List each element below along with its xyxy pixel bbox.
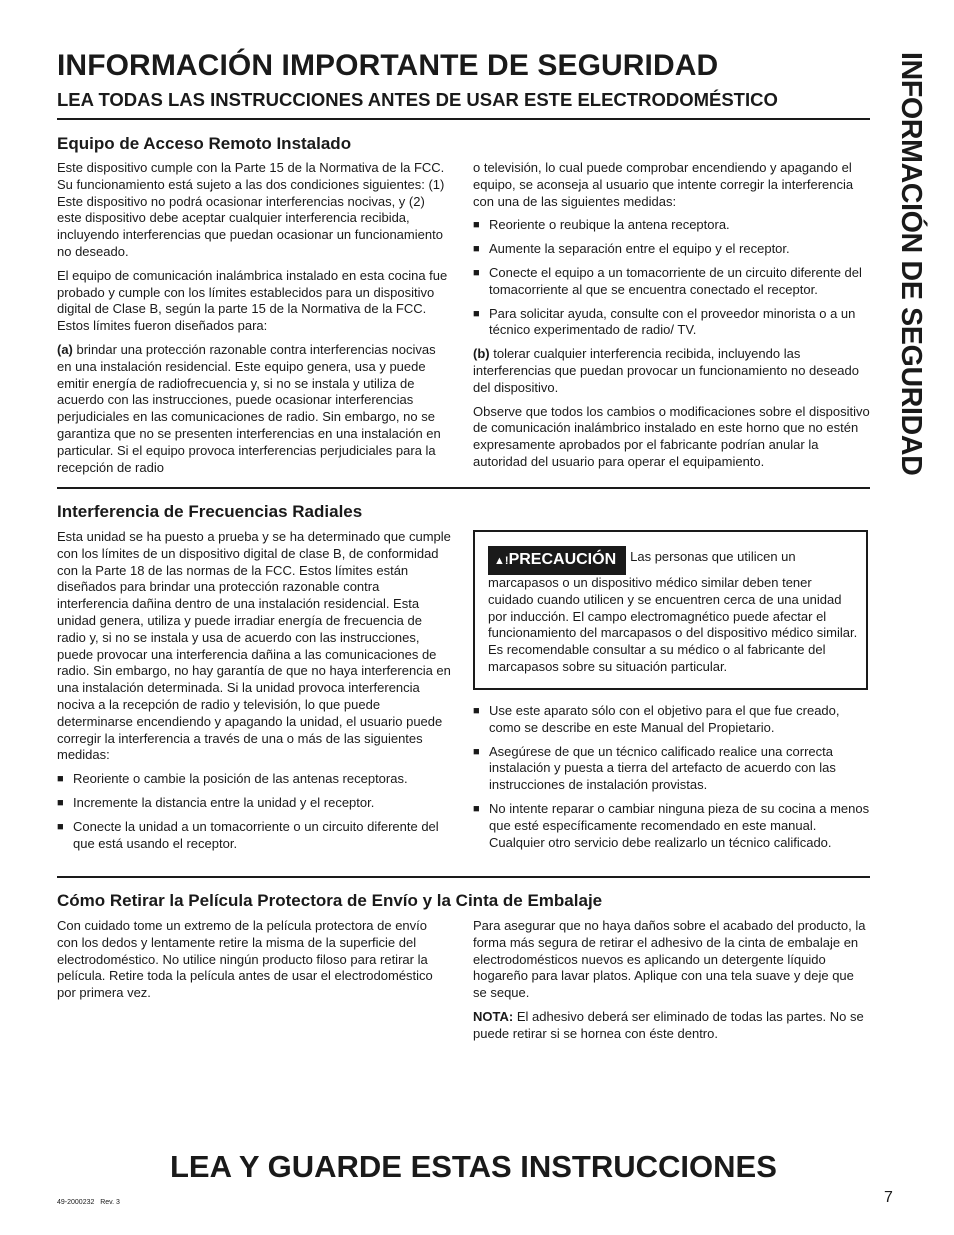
section1-right-column bbox=[473, 160, 870, 478]
bullet-icon: ■ bbox=[473, 266, 480, 279]
page-subtitle: LEA TODAS LAS INSTRUCCIONES ANTES DE USAR ESTE ELECTRODOMÉSTICO bbox=[57, 89, 778, 110]
list-item bbox=[57, 819, 454, 853]
side-tab-label: INFORMACIÓN DE SEGURIDAD bbox=[895, 52, 927, 476]
paragraph bbox=[57, 342, 452, 476]
paragraph bbox=[473, 346, 870, 396]
bullet-list bbox=[57, 771, 454, 852]
list-item bbox=[473, 265, 870, 299]
paragraph: Para asegurar que no haya daños sobre el acabado del producto, la forma más segura de retirar el adhesivo de la cinta de embalaje en electrodomésticos nuevos es aplicando un detergente líquido hogareño para lavar platos. Aplique con una tela suave y deje que se seque. bbox=[473, 918, 866, 1001]
page-number: 7 bbox=[884, 1189, 893, 1206]
list-item-text: Para solicitar ayuda, consulte con el proveedor minorista o a un técnico experimentado de radio/ TV. bbox=[489, 305, 856, 338]
warning-icon: ▲! bbox=[494, 555, 509, 567]
header-divider bbox=[57, 118, 870, 120]
section-divider bbox=[57, 876, 870, 878]
list-item-text: Asegúrese de que un técnico calificado realice una correcta instalación y puesta a tierra del artefacto de acuerdo con las instrucciones de instalación provistas. bbox=[489, 743, 836, 793]
paragraph-label: (b) bbox=[473, 346, 490, 362]
paragraph bbox=[473, 1009, 870, 1043]
section-heading-film-removal: Cómo Retirar la Película Protectora de Envío y la Cinta de Embalaje bbox=[57, 891, 603, 910]
paragraph-text: El adhesivo deberá ser eliminado de todas las partes. No se puede retirar si se hornea con éste dentro. bbox=[473, 1008, 864, 1041]
bullet-icon: ■ bbox=[473, 243, 480, 256]
paragraph: Observe que todos los cambios o modificaciones sobre el dispositivo de comunicación inalámbrico instalado en este horno que no estén expresamente aprobados por el fabricante podrían anular la autoridad del usuario para operar el equipamiento. bbox=[473, 403, 870, 469]
document-number: 49-2000232 Rev. 3 bbox=[57, 1199, 120, 1206]
caution-badge bbox=[488, 546, 626, 575]
list-item bbox=[473, 217, 870, 234]
section-heading-remote-access: Equipo de Acceso Remoto Instalado bbox=[57, 134, 352, 153]
caution-label: PRECAUCIÓN bbox=[508, 551, 617, 568]
list-item-text: Conecte la unidad a un tomacorriente o un circuito diferente del que está usando el receptor. bbox=[73, 818, 439, 851]
list-item-text: Use este aparato sólo con el objetivo para el que fue creado, como se describe en este Manual del Propietario. bbox=[489, 703, 840, 735]
section3-left-column bbox=[57, 918, 442, 1009]
list-item bbox=[473, 241, 870, 258]
list-item bbox=[473, 306, 870, 340]
list-item bbox=[57, 795, 454, 812]
bullet-list bbox=[473, 703, 870, 851]
list-item bbox=[57, 771, 454, 788]
list-item-text: Aumente la separación entre el equipo y el receptor. bbox=[489, 241, 790, 257]
caution-box bbox=[473, 530, 868, 690]
list-item-text: Reoriente o reubique la antena receptora. bbox=[489, 217, 730, 233]
list-item-text: Conecte el equipo a un tomacorriente de un circuito diferente del tomacorriente al que se encuentra conectado el receptor. bbox=[489, 264, 862, 297]
paragraph-label: (a) bbox=[57, 341, 73, 357]
bullet-icon: ■ bbox=[57, 820, 64, 833]
paragraph-text: tolerar cualquier interferencia recibida, incluyendo las interferencias que puedan provocar un funcionamiento no deseado del dispositivo. bbox=[473, 346, 859, 395]
section2-right-column bbox=[473, 703, 870, 858]
footer-title: LEA Y GUARDE ESTAS INSTRUCCIONES bbox=[170, 1149, 777, 1184]
section1-left-column bbox=[57, 160, 452, 483]
caution-text: Las personas que utilicen un marcapasos o un dispositivo médico similar deben tener cuidado cuando utilicen y se encuentren cerca de una unidad por inducción. El campo electromagnético puede afectar el funcionamiento del marcapasos o del dispositivo médico similar. Es recomendable consultar a su médico o al fabricante del marcapasos sobre su situación particular. bbox=[488, 549, 858, 674]
paragraph: El equipo de comunicación inalámbrica instalado en esta cocina fue probado y cumple con los límites establecidos para un dispositivo digital de Clase B, según la parte 15 de la Normativa de la FCC. Estos límites fueron diseñados para: bbox=[57, 267, 448, 334]
paragraph: o televisión, lo cual puede comprobar encendiendo y apagando el equipo, se aconseja al usuario que intente corregir la interferencia con una de las siguientes medidas: bbox=[473, 160, 854, 209]
bullet-list bbox=[473, 217, 870, 339]
list-item bbox=[473, 744, 870, 794]
list-item bbox=[473, 801, 870, 851]
section-divider bbox=[57, 487, 870, 489]
paragraph: Este dispositivo cumple con la Parte 15 de la Normativa de la FCC. Su funcionamiento está sujeto a las dos condiciones siguientes: (1) Este dispositivo no podrá ocasionar interferencias nocivas, y (2) este dispositivo debe aceptar cualquier interferencia recibida, incluyendo interferencias que puedan ocasionar un funcionamiento no deseado. bbox=[57, 160, 445, 259]
list-item-text: Incremente la distancia entre la unidad y el receptor. bbox=[73, 794, 375, 810]
paragraph: Esta unidad se ha puesto a prueba y se ha determinado que cumple con los límites de un dispositivo digital de clase B, de conformidad con la Parte 18 de las normas de la FCC. Estos límites están diseñados para brindar una protección razonable contra interferencia dañina dentro de una instalación residencial. Esta unidad genera, utiliza y puede irradiar energía de frecuencia de radio y, si no se instala y usa de acuerdo con las instrucciones, puede provocar una interferencia dañina a las comunicaciones de radio. Sin embargo, no hay garantía de que no haya interferencia en una instalación determinada. Si la unidad provoca interferencia nociva a la recepción de radio y televisión, lo que puede determinarse encendiendo y apagando la unidad, el usuario puede corregir la interferencia a través de una o más de las siguientes medidas: bbox=[57, 529, 451, 763]
bullet-icon: ■ bbox=[473, 219, 480, 232]
list-item bbox=[473, 703, 870, 737]
section-heading-radio-interference: Interferencia de Frecuencias Radiales bbox=[57, 502, 363, 521]
paragraph-label: NOTA: bbox=[473, 1008, 514, 1024]
bullet-icon: ■ bbox=[473, 307, 480, 320]
list-item-text: No intente reparar o cambiar ninguna pieza de su cocina a menos que esté específicamente recomendado en este manual. Cualquier otro servicio debe realizarlo un técnico calificado. bbox=[489, 800, 870, 850]
bullet-icon: ■ bbox=[473, 802, 480, 815]
section3-right-column bbox=[473, 918, 870, 1050]
bullet-icon: ■ bbox=[57, 796, 64, 809]
list-item-text: Reoriente o cambie la posición de las antenas receptoras. bbox=[73, 771, 408, 787]
caution-content bbox=[488, 546, 858, 676]
bullet-icon: ■ bbox=[57, 773, 64, 786]
bullet-icon: ■ bbox=[473, 745, 480, 758]
bullet-icon: ■ bbox=[473, 705, 480, 717]
paragraph-text: brindar una protección razonable contra interferencias nocivas en una instalación residencial. Este equipo genera, usa y puede emitir energía de radiofrecuencia y, si no se instala y utiliza de acuerdo con las instrucciones, puede ocasionar interferencias perjudiciales en las comunicaciones de radio. Sin embargo, no se garantiza que no se presenten interferencias en una instalación en particular. Si el equipo provoca interferencias perjudiciales para la recepción de radio bbox=[57, 341, 441, 475]
section2-left-column bbox=[57, 529, 454, 859]
side-tab bbox=[886, 52, 936, 522]
paragraph: Con cuidado tome un extremo de la película protectora de envío con los dedos y lentamente retire la misma de la superficie del electrodoméstico. No utilice ningún producto filoso para retirar la película. Retire toda la película antes de usar el electrodoméstico por primera vez. bbox=[57, 918, 433, 1001]
page-title: INFORMACIÓN IMPORTANTE DE SEGURIDAD bbox=[57, 49, 719, 82]
